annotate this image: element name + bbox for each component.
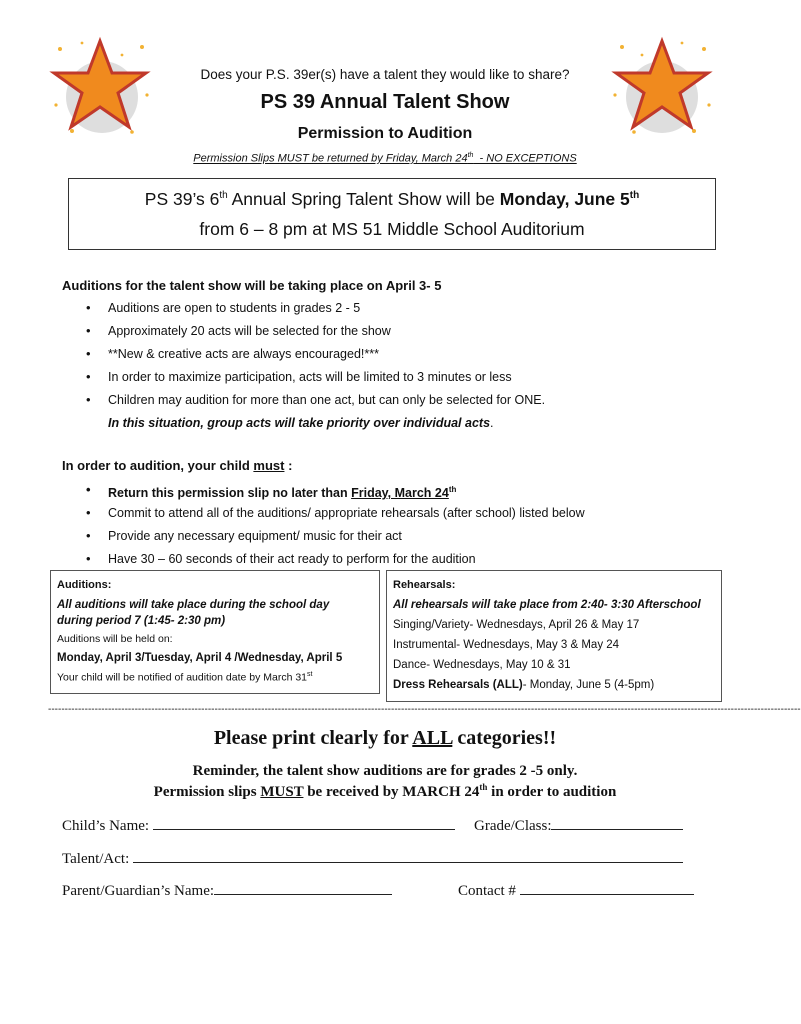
rehearsals-box-line1: All rehearsals will take place from 2:40- 3:30 Afterschool	[393, 599, 701, 611]
rehearsals-box-line4: Dance- Wednesdays, May 10 & 31	[393, 659, 571, 671]
list-item: • Auditions are open to students in grades 2 - 5	[82, 299, 545, 322]
requirement-1-date: Friday, March 24	[351, 486, 449, 501]
auditions-box-line2: during period 7 (1:45- 2:30 pm)	[57, 615, 226, 627]
deadline-sup: th	[467, 152, 474, 159]
announcement-sup2: th	[629, 190, 640, 202]
auditions-note	[82, 414, 545, 437]
requirements-heading-b: :	[284, 458, 293, 473]
rehearsals-box-line2: Singing/Variety- Wednesdays, April 26 & May 17	[393, 619, 640, 631]
list-item: • **New & creative acts are always encouraged!***	[82, 345, 545, 368]
requirement-1-text: Return this permission slip no later than	[108, 486, 352, 501]
deadline-suffix: - NO EXCEPTIONS	[473, 152, 577, 165]
child-name-field	[62, 815, 455, 835]
grade-field	[474, 815, 683, 835]
auditions-info-box	[50, 570, 380, 694]
contact-field	[458, 880, 694, 900]
requirement-1-sup: th	[448, 485, 457, 494]
reminder-line2	[0, 782, 770, 801]
child-name-input[interactable]	[153, 815, 455, 830]
please-a: Please print clearly for	[213, 727, 413, 749]
print-clearly-heading	[0, 727, 770, 750]
dress-rehearsal-label: Dress Rehearsals (ALL)	[393, 679, 523, 691]
auditions-heading: Auditions for the talent show will be taking place on April 3- 5	[62, 278, 442, 293]
requirements-heading-must: must	[253, 458, 285, 473]
auditions-box-dates: Monday, April 3/Tuesday, April 4 /Wednesday, April 5	[57, 652, 343, 664]
announcement-box	[68, 178, 716, 250]
please-b: categories!!	[452, 727, 557, 749]
reminder2-b: be received by MARCH 24	[303, 784, 480, 800]
deadline-prefix: Permission Slips MUST be returned by Friday, March 24	[193, 152, 468, 165]
rehearsals-box-line5	[393, 679, 654, 691]
announcement-sup1: th	[219, 190, 228, 202]
page-subtitle: Permission to Audition	[297, 125, 473, 142]
auditions-note-text: In this situation, group acts will take priority over individual acts	[108, 416, 491, 430]
auditions-box-line1: All auditions will take place during the school day	[57, 599, 330, 611]
list-item: • Have 30 – 60 seconds of their act ready to perform for the audition	[82, 550, 585, 573]
list-item	[82, 481, 585, 504]
dress-rehearsal-date: - Monday, June 5 (4-5pm)	[522, 679, 655, 691]
announcement-date: Monday, June 5	[499, 189, 630, 209]
auditions-box-line3: Auditions will be held on:	[57, 633, 173, 645]
auditions-note-end: .	[490, 416, 494, 430]
grade-input[interactable]	[551, 815, 683, 830]
contact-label: Contact #	[458, 883, 516, 899]
announcement-line1	[69, 189, 715, 210]
right-star-icon	[612, 35, 712, 135]
page-title: PS 39 Annual Talent Show	[260, 91, 510, 113]
reminder2-sup: th	[479, 782, 488, 792]
announcement-part-b: Annual Spring Talent Show will be	[227, 189, 500, 209]
intro-text: Does your P.S. 39er(s) have a talent they would like to share?	[200, 67, 570, 82]
auditions-box-notify: Your child will be notified of audition date by March 31	[57, 671, 308, 684]
auditions-box-line5	[57, 671, 312, 684]
auditions-box-title: Auditions:	[57, 579, 112, 591]
rehearsals-info-box	[386, 570, 722, 702]
contact-input[interactable]	[520, 880, 694, 895]
talent-label: Talent/Act:	[62, 851, 130, 867]
child-name-label: Child’s Name:	[62, 818, 150, 834]
reminder2-c: in order to audition	[487, 784, 617, 800]
cut-line: ----------------------------------------------------------------------------------------------------------------------------------------------------------------------------------------------------------------------------------	[48, 704, 801, 715]
talent-input[interactable]	[133, 848, 683, 863]
parent-input[interactable]	[214, 880, 392, 895]
announcement-line2: from 6 – 8 pm at MS 51 Middle School Auditorium	[199, 219, 585, 239]
deadline-notice	[0, 152, 770, 165]
please-all: ALL	[412, 727, 453, 749]
list-item: • Commit to attend all of the auditions/ appropriate rehearsals (after school) listed below	[82, 504, 585, 527]
reminder2-must: MUST	[260, 784, 304, 800]
list-item: • Approximately 20 acts will be selected for the show	[82, 322, 545, 345]
list-item: • Children may audition for more than one act, but can only be selected for ONE.	[82, 391, 545, 414]
reminder-line1: Reminder, the talent show auditions are for grades 2 -5 only.	[192, 763, 578, 779]
list-item: • In order to maximize participation, acts will be limited to 3 minutes or less	[82, 368, 545, 391]
grade-label: Grade/Class:	[474, 818, 552, 834]
auditions-box-sup: st	[307, 671, 313, 678]
rehearsals-box-title: Rehearsals:	[393, 579, 456, 591]
rehearsals-box-line3: Instrumental- Wednesdays, May 3 & May 24	[393, 639, 620, 651]
parent-field	[62, 880, 392, 900]
requirements-heading	[62, 458, 292, 473]
announcement-part-a: PS 39’s 6	[144, 189, 220, 209]
list-item: • Provide any necessary equipment/ music for their act	[82, 527, 585, 550]
auditions-list	[82, 299, 545, 437]
left-star-icon	[52, 35, 152, 135]
requirements-list	[82, 481, 585, 573]
parent-label: Parent/Guardian’s Name:	[62, 883, 215, 899]
requirements-heading-a: In order to audition, your child	[62, 458, 254, 473]
talent-field	[62, 848, 683, 868]
reminder2-a: Permission slips	[153, 784, 261, 800]
